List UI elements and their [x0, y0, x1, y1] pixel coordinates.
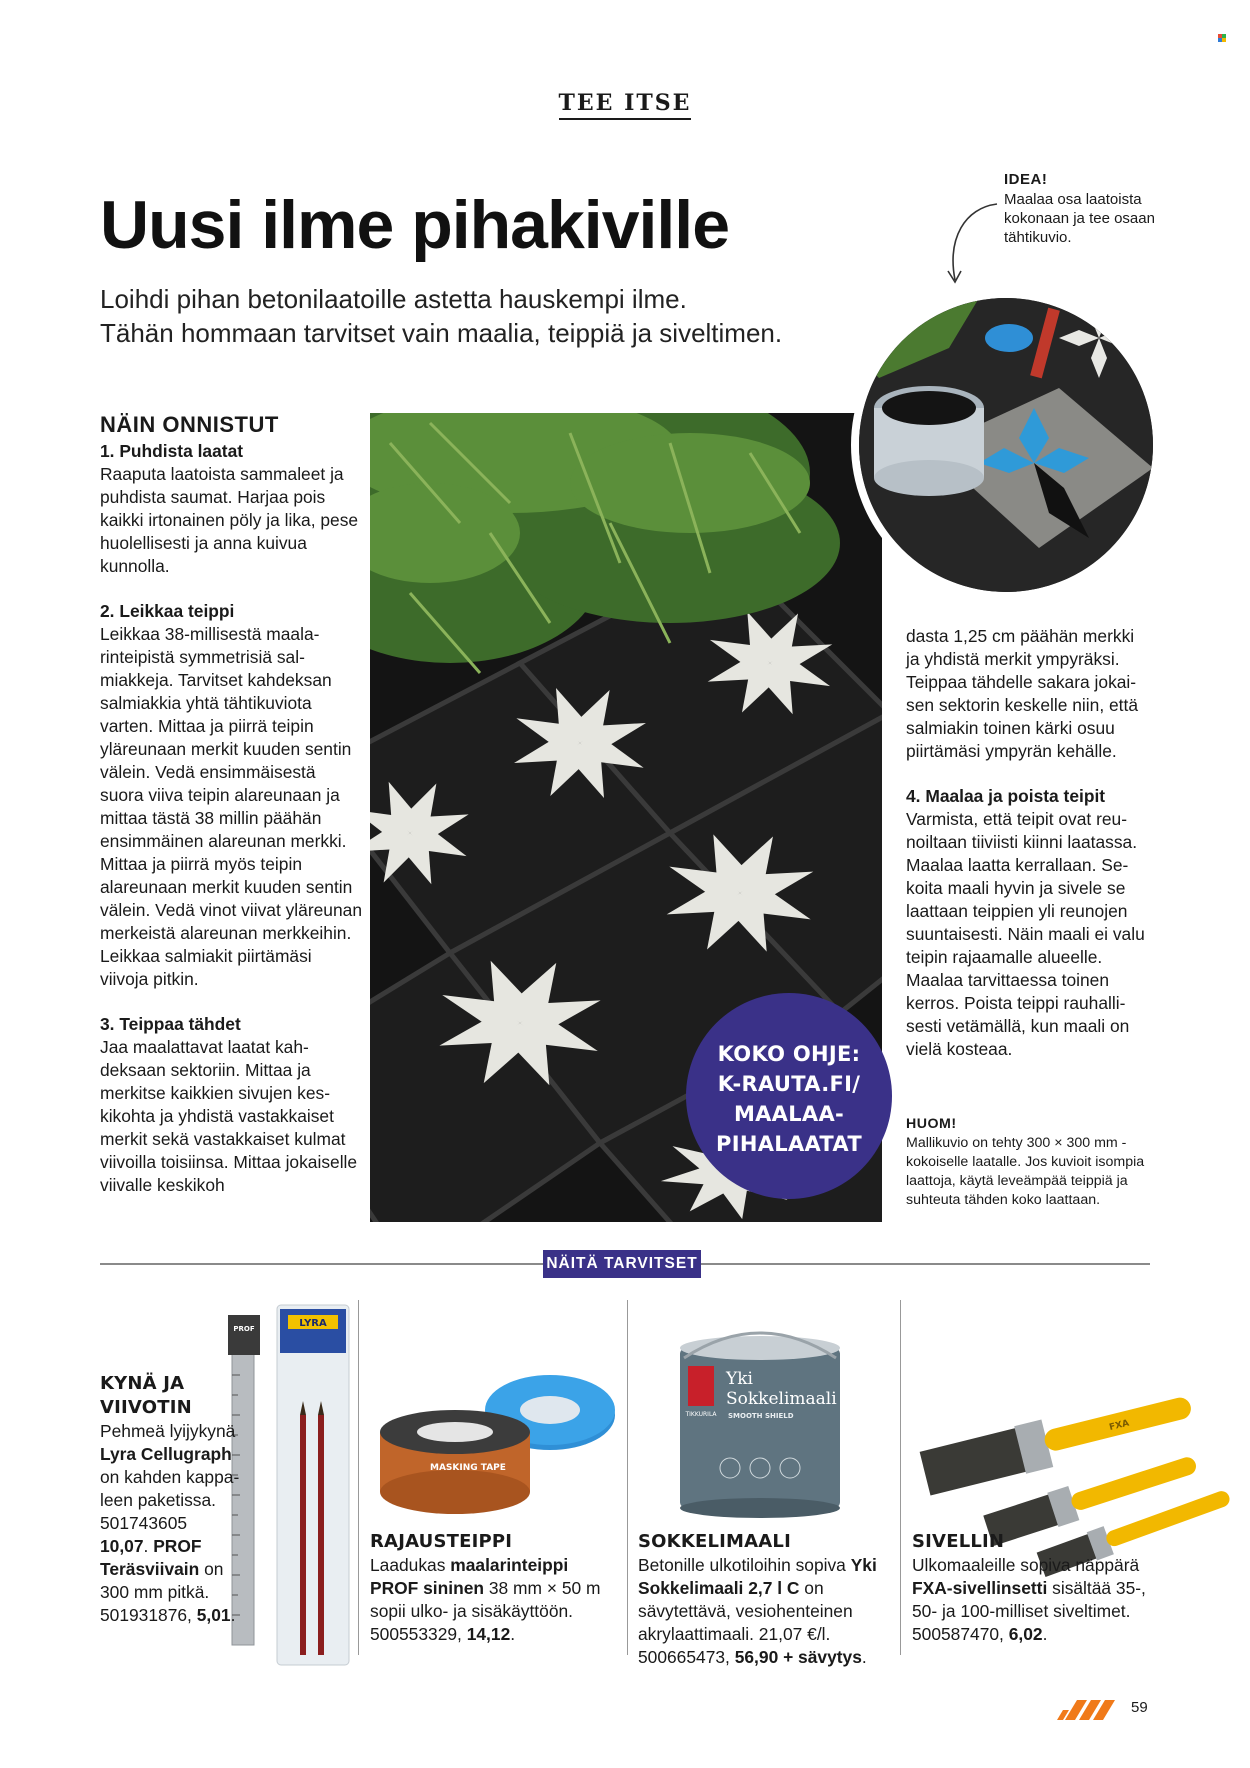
- can-title-2: Sokkelimaali: [726, 1389, 837, 1409]
- k-rauta-stripes-logo: [1057, 1700, 1117, 1720]
- product-tape-name: maalarinteippi PROF sininen: [370, 1555, 569, 1598]
- corner-mark: [1218, 34, 1226, 42]
- product-brush-name: FXA-sivellinsetti: [912, 1578, 1048, 1598]
- product-tape: RAJAUSTEIPPI Laadukas maalarinteippi PROF sininen 38 mm × 50 m sopii ulko- ja sisäkäyttöön. 500553329, 14,12.: [370, 1530, 620, 1646]
- inset-photo: [851, 290, 1161, 600]
- step-3-continued: dasta 1,25 cm päähän merkki ja yhdistä merkit ympyräksi. Teippaa tähdelle sakara jokaisen sektorin keskelle niin, että salmiakin toinen kärki osuu piirtämäsi ympyrän kehälle.: [906, 626, 1138, 761]
- product-divider: [358, 1300, 359, 1655]
- note-text: Mallikuvio on tehty 300 × 300 mm -kokoiselle laatalle. Jos kuvioit isompia laattoja, käytä leveämpää teippiä ja suhteuta tähden koko laattaan.: [906, 1135, 1145, 1208]
- product-pencil-name: Lyra Cellugraph: [100, 1444, 232, 1464]
- paint-can-image: [670, 1328, 850, 1518]
- instructions-left-column: [100, 412, 362, 1197]
- full-instructions-badge: KOKO OHJE: K-RAUTA.FI/ MAALAA- PIHALAATAT: [686, 993, 892, 1199]
- product-pencil-price: 10,07: [100, 1536, 144, 1556]
- step-2-title: 2. Leikkaa teippi: [100, 601, 235, 621]
- article-lead: Loihdi pihan betonilaatoille astetta hauskempi ilme. Tähän hommaan tarvitset vain maalia, teippiä ja siveltimen.: [100, 284, 783, 348]
- can-title-1: Yki: [726, 1369, 753, 1389]
- idea-heading: IDEA!: [1004, 171, 1048, 188]
- product-brush-price: 6,02: [1008, 1624, 1043, 1644]
- note-heading: HUOM!: [906, 1116, 957, 1132]
- step-4-title: 4. Maalaa ja poista teipit: [906, 786, 1106, 806]
- brush-brand-label: FXA: [1108, 1418, 1131, 1434]
- product-brush-heading: SIVELLIN: [912, 1531, 1005, 1552]
- curved-arrow-icon: [935, 198, 1005, 288]
- lyra-label: LYRA: [299, 1318, 327, 1329]
- product-tape-price: 14,12: [466, 1624, 511, 1644]
- tape-roll-label: MASKING TAPE: [430, 1463, 506, 1473]
- product-tape-heading: RAJAUSTEIPPI: [370, 1531, 513, 1552]
- can-subtitle: SMOOTH SHIELD: [728, 1412, 794, 1420]
- brush-set-image: [910, 1385, 1240, 1545]
- page-number: 59: [1131, 1699, 1148, 1716]
- product-ruler-name: PROF Teräsviivain: [100, 1536, 202, 1579]
- product-paint-name: Yki Sokkelimaali 2,7 l C: [638, 1555, 877, 1598]
- idea-text: Maalaa osa laatoista kokonaan ja tee osaan tähtikuvio.: [1004, 191, 1155, 246]
- tape-image: [370, 1370, 620, 1520]
- product-ruler-price: 5,01: [196, 1605, 231, 1625]
- product-pencil-heading: KYNÄ JA VIIVOTIN: [100, 1373, 192, 1418]
- taping-illustration: [859, 298, 1153, 592]
- step-2-text: Leikkaa 38-millisestä maalarinteipistä symmetrisiä salmiakkeja. Tarvitset kahdeksan salmiakkia yhtä tähtikuviota varten. Mittaa ja piirrä teipin yläreunaan merkit kuuden sentin välein. Vedä ensimmäisestä suora viiva teipin alareunaan ja mittaa tästä 38 millin päähän ensimmäinen alareunan merkki. Mittaa ja piirrä myös teipin alareunaan merkit kuuden sentin välein. Vedä vinot viivat yläreunan merkeistä alareunan merkkeihin. Leikkaa salmiakit piirtämäsi viivoja pitkin.: [100, 624, 362, 989]
- prof-label: PROF: [233, 1325, 255, 1333]
- product-divider: [627, 1300, 628, 1655]
- product-pencil: KYNÄ JA VIIVOTIN Pehmeä lyijykynä Lyra Cellugraph on kahden kappaleen paketissa. 501743605 10,07. PROF Teräsviivain on 300 mm pitkä. 501931876, 5,01.: [100, 1373, 240, 1625]
- product-paint-heading: SOKKELIMAALI: [638, 1531, 791, 1552]
- instructions-right-column: [906, 625, 1150, 1061]
- step-1-text: Raaputa laatoista sammaleet ja puhdista saumat. Harjaa pois kaikki irtonainen pöly ja lika, pese huolellisesti ja anna kuivua kunnolla.: [100, 464, 359, 576]
- instructions-heading: NÄIN ONNISTUT: [100, 412, 279, 437]
- product-paint-price: 56,90 + sävytys: [734, 1647, 862, 1667]
- article-title: Uusi ilme pihakiville: [100, 187, 730, 263]
- section-label: TEE ITSE: [0, 90, 1250, 116]
- needs-tag: NÄITÄ TARVITSET: [543, 1250, 701, 1278]
- step-1-title: 1. Puhdista laatat: [100, 441, 244, 461]
- product-brush: SIVELLIN Ulkomaaleille sopiva näppärä FXA-sivellinsetti sisältää 35-, 50- ja 100-milliset siveltimet. 500587470, 6,02.: [912, 1530, 1157, 1646]
- product-divider: [900, 1300, 901, 1655]
- step-3-title: 3. Teippaa tähdet: [100, 1014, 241, 1034]
- product-paint: SOKKELIMAALI Betonille ulkotiloihin sopiva Yki Sokkelimaali 2,7 l C on sävytettävä, vesiohenteinen akrylaattimaali. 21,07 €/l. 500665473, 56,90 + sävytys.: [638, 1530, 898, 1669]
- step-4-text: Varmista, että teipit ovat reunoiltaan tiiviisti kiinni laatassa. Maalaa laatta kerrallaan. Sekoita maali hyvin ja sivele se laattaan teippien yli reunojen suuntaisesti. Näin maali ei valu teipin rajaamalle alueelle. Maalaa tarvittaessa toinen kerros. Poista teippi rauhallisesti vetämällä, kun maali on vielä kosteaa.: [906, 809, 1145, 1059]
- pencil-ruler-image: [222, 1305, 352, 1665]
- tikkurila-label: TIKKURILA: [685, 1411, 717, 1418]
- step-3-text: Jaa maalattavat laatat kahdeksaan sektoriin. Mittaa ja merkitse kaikkien sivujen keskikohta ja yhdistä vastakkaiset merkit sekä vastakkaiset kulmat viivoilla toisiinsa. Mittaa jokaiselle viivalle keskikoh: [100, 1037, 358, 1195]
- note-box: [906, 1115, 1150, 1210]
